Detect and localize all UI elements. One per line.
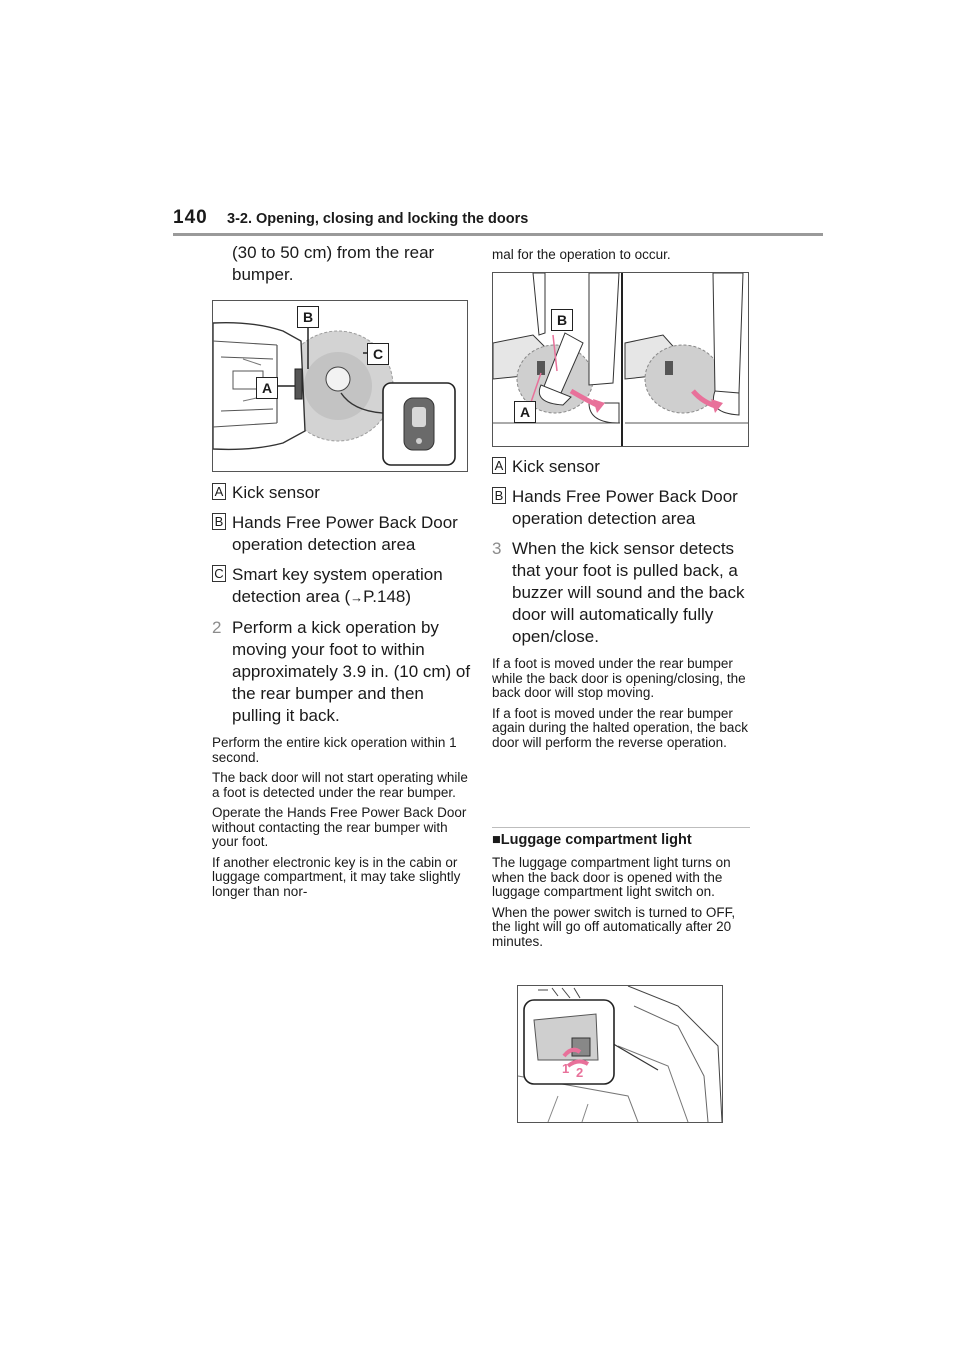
figure-kick-operation — [492, 272, 749, 447]
letter-box-c: C — [212, 565, 226, 582]
note-text: When the power switch is turned to OFF, the light will go off automatically after 20 minutes. — [492, 904, 736, 949]
letter-box-b: B — [492, 487, 506, 504]
note-text: If a foot is moved under the rear bumper again during the halted operation, the back door will perform the reverse operation. — [492, 705, 748, 750]
figure2-label-a: A — [514, 401, 536, 423]
figure-kick-sensor-area-drawing — [213, 301, 467, 471]
letter-box-a: A — [212, 483, 226, 500]
letter-box-a: A — [492, 457, 506, 474]
figure1-label-a: A — [256, 377, 278, 399]
note-text: If another electronic key is in the cabin or luggage compartment, it may take slightly longer than nor- — [212, 854, 461, 899]
legend-item-c — [212, 564, 474, 609]
page-number: 140 — [173, 207, 208, 228]
note-text: The back door will not start operating while a foot is detected under the rear bumper. — [212, 770, 468, 800]
subsection-body — [492, 856, 754, 949]
legend-item-a — [492, 456, 757, 478]
subsection-rule — [492, 827, 750, 828]
step-3 — [492, 538, 757, 648]
figure-luggage-light-switch — [517, 985, 723, 1123]
page-header — [173, 205, 823, 235]
legend-text-b: Hands Free Power Back Door operation detection area — [512, 487, 738, 528]
figure3-label-2: 2 — [576, 1065, 584, 1080]
figure-kick-sensor-area — [212, 300, 468, 472]
step-text-2: Perform a kick operation by moving your foot to within approximately 3.9 in. (10 cm) of the rear bumper and then pulling it back. — [232, 618, 471, 725]
header-rule — [173, 233, 823, 236]
step-text-3: When the kick sensor detects that your foot is pulled back, a buzzer will sound and the back door will automatically fully open/close. — [512, 539, 745, 646]
letter-box-b: B — [212, 513, 226, 530]
note-text: Operate the Hands Free Power Back Door without contacting the rear bumper with your foot. — [212, 805, 467, 849]
step-number-2: 2 — [212, 618, 222, 637]
legend-item-a — [212, 482, 474, 504]
legend-text-c: Smart key system operation detection area ( — [232, 565, 443, 606]
left-intro-text: (30 to 50 cm) from the rear bumper. — [232, 243, 435, 284]
reference-arrow-icon: → — [350, 590, 364, 605]
step-2 — [212, 617, 474, 727]
note-text: Perform the entire kick operation within 1 second. — [212, 735, 457, 765]
right-column-body — [492, 456, 757, 750]
figure1-label-c: C — [367, 343, 389, 365]
legend-item-b — [212, 512, 474, 556]
legend-text-b: Hands Free Power Back Door operation detection area — [232, 513, 458, 554]
right-intro-text: mal for the operation to occur. — [492, 247, 671, 262]
left-column-body — [212, 482, 474, 899]
figure1-label-b: B — [297, 306, 319, 328]
step-number-3: 3 — [492, 539, 502, 558]
subsection-title: ■Luggage compartment light — [492, 832, 692, 848]
section-title: 3-2. Opening, closing and locking the doors — [227, 211, 529, 227]
figure2-label-b: B — [551, 309, 573, 331]
figure3-label-1: 1 — [562, 1061, 570, 1076]
legend-text-a: Kick sensor — [512, 457, 600, 476]
figure-luggage-light-drawing — [518, 986, 722, 1122]
legend-item-b — [492, 486, 757, 530]
page-reference-link[interactable]: P.148 — [363, 587, 406, 606]
note-text: If a foot is moved under the rear bumper while the back door is opening/closing, the back door will stop moving. — [492, 656, 746, 700]
legend-text-a: Kick sensor — [232, 483, 320, 502]
note-text: The luggage compartment light turns on when the back door is opened with the luggage compartment light switch on. — [492, 855, 731, 899]
legend-text-c-end: ) — [405, 587, 412, 606]
